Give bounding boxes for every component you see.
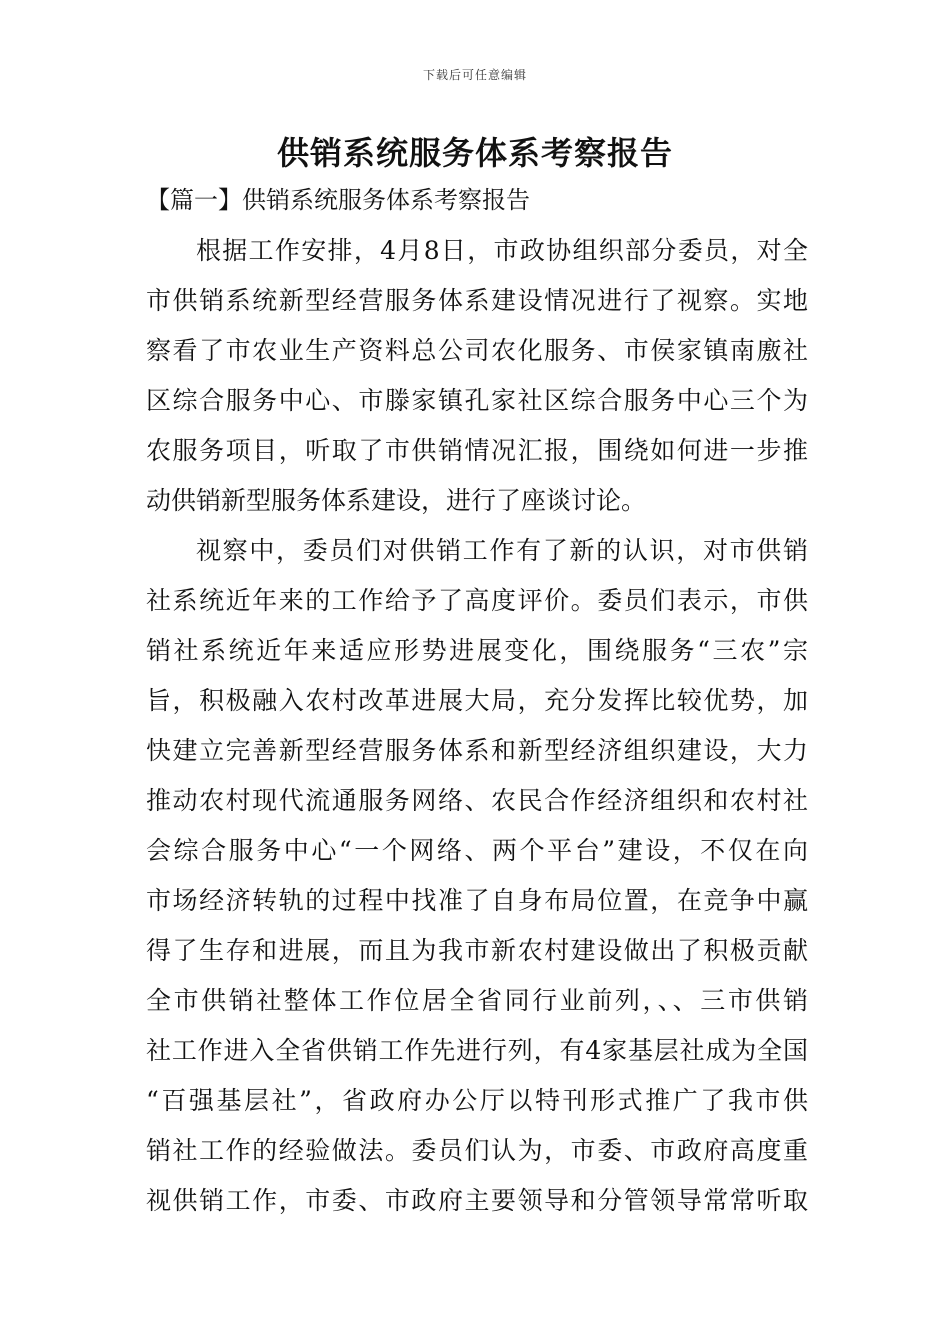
text-line: 旨，积极融入农村改革进展大局，充分发挥比较优势，加	[146, 686, 808, 715]
paragraph-1	[146, 226, 808, 526]
section-heading: 【篇一】供销系统服务体系考察报告	[146, 186, 530, 214]
text-line: 视察中，委员们对供销工作有了新的认识，对市供销	[196, 536, 808, 565]
header-note: 下载后可任意编辑	[422, 68, 527, 82]
text-line: 视供销工作，市委、市政府主要领导和分管领导常常听取	[146, 1186, 808, 1215]
text-line: 推动农村现代流通服务网络、农民合作经济组织和农村社	[146, 786, 808, 815]
text-line: 社工作进入全省供销工作先进行列，有4家基层社成为全国	[146, 1036, 808, 1065]
text-line: 社系统近年来的工作给予了高度评价。委员们表示，市供	[146, 586, 808, 615]
text-line: 区综合服务中心、市滕家镇孔家社区综合服务中心三个为	[146, 386, 808, 415]
text-line: 农服务项目，听取了市供销情况汇报，围绕如何进一步推	[146, 436, 808, 465]
document-title: 供销系统服务体系考察报告	[276, 134, 673, 172]
document-body	[146, 226, 808, 1226]
text-line: 销社工作的经验做法。委员们认为，市委、市政府高度重	[146, 1136, 808, 1165]
text-line: 察看了市农业生产资料总公司农化服务、市侯家镇南廒社	[146, 336, 808, 365]
paragraph-2	[146, 526, 808, 1226]
text-line: 销社系统近年来适应形势进展变化，围绕服务“三农”宗	[146, 636, 808, 665]
text-line: 动供销新型服务体系建设，进行了座谈讨论。	[146, 486, 647, 515]
text-line: 快建立完善新型经营服务体系和新型经济组织建设，大力	[146, 736, 808, 765]
text-line: “百强基层社”，省政府办公厅以特刊形式推广了我市供	[146, 1086, 808, 1115]
text-line: 根据工作安排，4月8日，市政协组织部分委员，对全	[196, 236, 808, 265]
text-line: 市供销系统新型经营服务体系建设情况进行了视察。实地	[146, 286, 808, 315]
text-line: 市场经济转轨的过程中找准了自身布局位置，在竞争中赢	[146, 886, 808, 915]
text-line: 得了生存和进展，而且为我市新农村建设做出了积极贡献	[146, 936, 808, 965]
text-line: 全市供销社整体工作位居全省同行业前列，、、三市供销	[146, 986, 808, 1015]
text-line: 会综合服务中心“一个网络、两个平台”建设，不仅在向	[146, 836, 808, 865]
